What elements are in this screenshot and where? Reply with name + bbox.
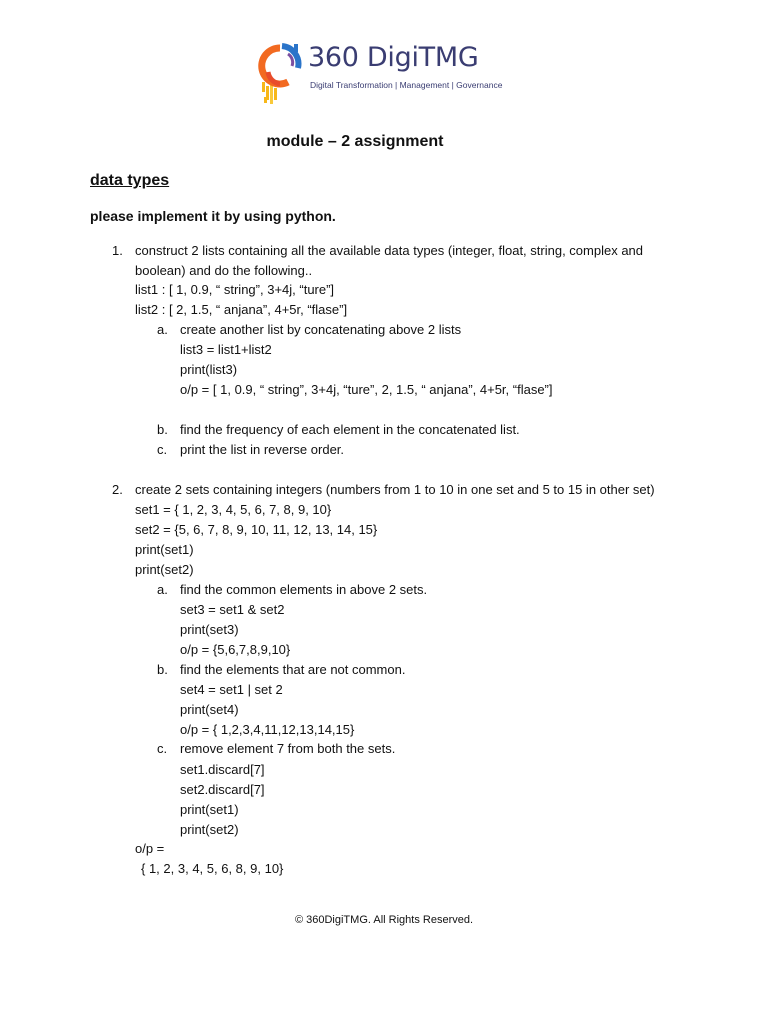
brand-tagline: Digital Transformation | Management | Governance — [310, 80, 503, 90]
q2-a-marker: a. — [157, 582, 168, 597]
brand-logo — [258, 42, 508, 110]
q1-a-output: o/p = [ 1, 0.9, “ string”, 3+4j, “ture”, 2, 1.5, “ anjana”, 4+5r, “flase”] — [180, 382, 553, 397]
q2-b-output: o/p = { 1,2,3,4,11,12,13,14,15} — [180, 722, 355, 737]
q2-a-code1: set3 = set1 & set2 — [180, 602, 285, 617]
q1-text-line1: construct 2 lists containing all the available data types (integer, float, string, complex and — [135, 243, 644, 258]
q2-a-code2: print(set3) — [180, 622, 239, 637]
q2-set1: set1 = { 1, 2, 3, 4, 5, 6, 7, 8, 9, 10} — [135, 502, 332, 517]
q2-c-marker: c. — [157, 741, 168, 756]
instruction-text: please implement it by using python. — [90, 208, 336, 224]
q1-a-text: create another list by concatenating above 2 lists — [180, 322, 462, 337]
q2-c-code1: set1.discard[7] — [180, 762, 265, 777]
q2-c-code3: print(set1) — [180, 802, 239, 817]
brand-name: 360 DigiTMG — [308, 42, 479, 73]
q1-b-text: find the frequency of each element in the concatenated list. — [180, 422, 520, 437]
q2-b-marker: b. — [157, 662, 168, 677]
document-title: module – 2 assignment — [266, 133, 444, 150]
q2-a-output: o/p = {5,6,7,8,9,10} — [180, 642, 291, 657]
360digitmg-logo-icon — [258, 42, 302, 110]
q2-b-text: find the elements that are not common. — [180, 662, 406, 677]
q2-number: 2. — [112, 482, 123, 497]
footer-copyright: © 360DigiTMG. All Rights Reserved. — [294, 914, 474, 926]
q2-print1: print(set1) — [135, 542, 194, 557]
q2-output-label: o/p = — [135, 841, 165, 856]
q1-a-code1: list3 = list1+list2 — [180, 342, 272, 357]
q1-list2: list2 : [ 2, 1.5, “ anjana”, 4+5r, “flase”] — [135, 302, 348, 317]
q2-c-code4: print(set2) — [180, 822, 239, 837]
q1-a-code2: print(list3) — [180, 362, 238, 377]
q2-c-code2: set2.discard[7] — [180, 782, 265, 797]
q2-set2: set2 = {5, 6, 7, 8, 9, 10, 11, 12, 13, 14, 15} — [135, 522, 378, 537]
q1-c-text: print the list in reverse order. — [180, 442, 345, 457]
q1-c-marker: c. — [157, 442, 168, 457]
q2-text: create 2 sets containing integers (numbers from 1 to 10 in one set and 5 to 15 in other set) — [135, 482, 655, 497]
q2-b-code1: set4 = set1 | set 2 — [180, 682, 283, 697]
q2-print2: print(set2) — [135, 562, 194, 577]
q2-b-code2: print(set4) — [180, 702, 239, 717]
q2-c-text: remove element 7 from both the sets. — [180, 741, 396, 756]
q1-list1: list1 : [ 1, 0.9, “ string”, 3+4j, “ture”] — [135, 282, 335, 297]
section-heading: data types — [90, 172, 170, 189]
q1-a-marker: a. — [157, 322, 168, 337]
q1-number: 1. — [112, 243, 123, 258]
q1-b-marker: b. — [157, 422, 168, 437]
q1-text-line2: boolean) and do the following.. — [135, 263, 313, 278]
q2-output-value: { 1, 2, 3, 4, 5, 6, 8, 9, 10} — [141, 861, 284, 876]
q2-a-text: find the common elements in above 2 sets. — [180, 582, 428, 597]
